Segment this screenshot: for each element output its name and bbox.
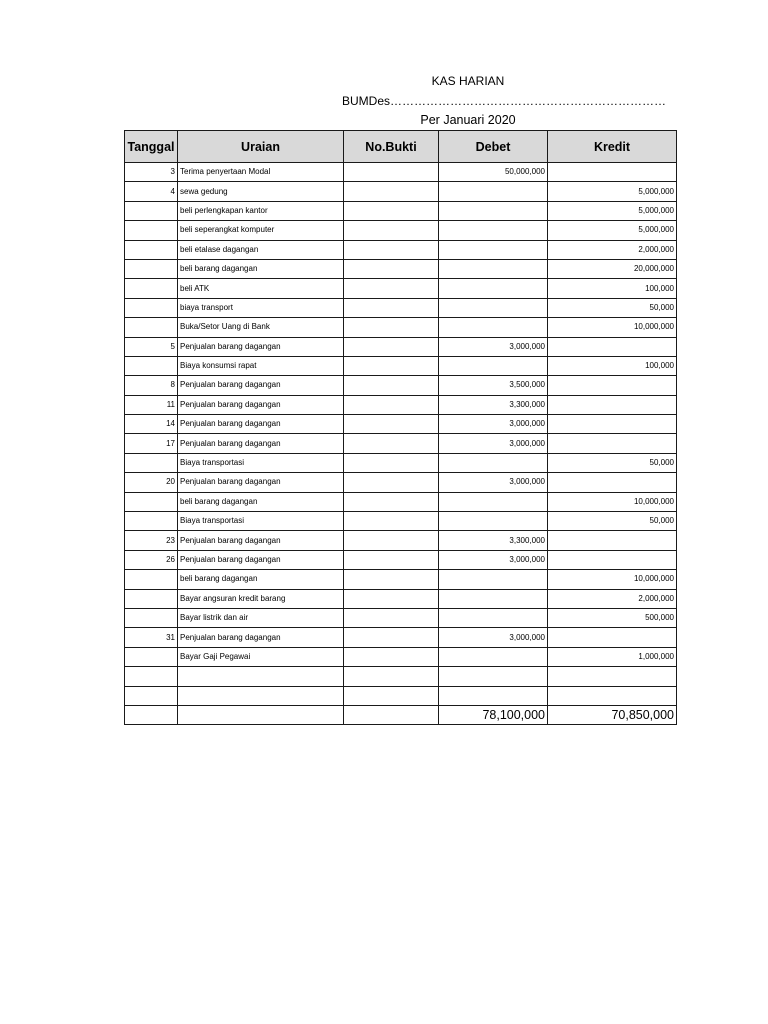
column-header-credit: Kredit [548, 131, 677, 163]
row-date: 4 [125, 182, 178, 201]
table-row [125, 608, 677, 627]
table-row [125, 182, 677, 201]
row-description: Biaya konsumsi rapat [178, 356, 344, 375]
row-description: Penjualan barang dagangan [178, 415, 344, 434]
row-description: Penjualan barang dagangan [178, 628, 344, 647]
row-reference [344, 434, 439, 453]
row-reference [344, 221, 439, 240]
row-reference [344, 201, 439, 220]
row-date [125, 667, 178, 686]
row-description: Biaya transportasi [178, 512, 344, 531]
row-date: 20 [125, 473, 178, 492]
row-debit [439, 667, 548, 686]
row-credit: 50,000 [548, 453, 677, 472]
row-credit [548, 550, 677, 569]
table-row [125, 376, 677, 395]
table-row [125, 453, 677, 472]
row-credit: 50,000 [548, 512, 677, 531]
table-row [125, 221, 677, 240]
table-row [125, 492, 677, 511]
document-title: KAS HARIAN [431, 74, 505, 88]
row-credit: 5,000,000 [548, 201, 677, 220]
row-reference [344, 473, 439, 492]
table-row [125, 686, 677, 705]
row-reference [344, 686, 439, 705]
row-description: beli ATK [178, 279, 344, 298]
row-reference [344, 492, 439, 511]
column-header-reference: No.Bukti [344, 131, 439, 163]
row-debit: 3,000,000 [439, 628, 548, 647]
table-row [125, 259, 677, 278]
row-debit: 3,000,000 [439, 550, 548, 569]
row-date [125, 318, 178, 337]
row-date [125, 492, 178, 511]
row-debit [439, 221, 548, 240]
header-row [125, 131, 677, 163]
row-debit [439, 589, 548, 608]
row-credit [548, 628, 677, 647]
row-date [125, 608, 178, 627]
row-debit: 3,000,000 [439, 434, 548, 453]
row-description: beli barang dagangan [178, 259, 344, 278]
row-date [125, 686, 178, 705]
row-credit: 100,000 [548, 356, 677, 375]
row-date [125, 512, 178, 531]
row-credit: 20,000,000 [548, 259, 677, 278]
row-date [125, 259, 178, 278]
row-credit: 2,000,000 [548, 240, 677, 259]
row-credit: 1,000,000 [548, 647, 677, 666]
total-credit: 70,850,000 [548, 705, 677, 724]
row-date: 31 [125, 628, 178, 647]
row-description: Penjualan barang dagangan [178, 531, 344, 550]
row-date: 5 [125, 337, 178, 356]
row-description [178, 667, 344, 686]
row-reference [344, 318, 439, 337]
row-debit: 3,000,000 [439, 337, 548, 356]
row-reference [344, 512, 439, 531]
row-debit [439, 647, 548, 666]
row-credit [548, 434, 677, 453]
row-reference [344, 356, 439, 375]
period-label: Per Januari 2020 [420, 113, 516, 127]
row-credit [548, 667, 677, 686]
table-row [125, 356, 677, 375]
row-debit [439, 686, 548, 705]
row-reference [344, 531, 439, 550]
row-credit: 5,000,000 [548, 182, 677, 201]
row-reference [344, 182, 439, 201]
row-description: beli etalase dagangan [178, 240, 344, 259]
table-row [125, 201, 677, 220]
totals-row [125, 705, 677, 724]
row-reference [344, 337, 439, 356]
row-reference [344, 647, 439, 666]
table-row [125, 550, 677, 569]
row-debit [439, 318, 548, 337]
row-date: 17 [125, 434, 178, 453]
row-date: 23 [125, 531, 178, 550]
row-debit: 50,000,000 [439, 163, 548, 182]
row-debit: 3,500,000 [439, 376, 548, 395]
row-credit: 2,000,000 [548, 589, 677, 608]
column-header-date: Tanggal [125, 131, 178, 163]
row-description: Bayar Gaji Pegawai [178, 647, 344, 666]
row-date [125, 589, 178, 608]
row-debit [439, 356, 548, 375]
row-credit: 500,000 [548, 608, 677, 627]
row-credit [548, 531, 677, 550]
row-description: Penjualan barang dagangan [178, 473, 344, 492]
table-row [125, 473, 677, 492]
ledger-body [125, 163, 677, 706]
table-row [125, 512, 677, 531]
row-credit: 5,000,000 [548, 221, 677, 240]
row-date [125, 279, 178, 298]
row-description: Penjualan barang dagangan [178, 550, 344, 569]
row-debit [439, 512, 548, 531]
table-row [125, 434, 677, 453]
row-debit [439, 259, 548, 278]
row-credit: 10,000,000 [548, 492, 677, 511]
row-reference [344, 395, 439, 414]
table-row [125, 298, 677, 317]
row-description: Penjualan barang dagangan [178, 434, 344, 453]
table-row [125, 628, 677, 647]
row-date [125, 221, 178, 240]
table-row [125, 667, 677, 686]
table-row [125, 570, 677, 589]
row-description: Buka/Setor Uang di Bank [178, 318, 344, 337]
row-credit [548, 376, 677, 395]
row-credit [548, 473, 677, 492]
row-description: beli seperangkat komputer [178, 221, 344, 240]
column-header-description: Uraian [178, 131, 344, 163]
row-date [125, 298, 178, 317]
row-reference [344, 453, 439, 472]
row-debit [439, 492, 548, 511]
totals-reference-cell [344, 705, 439, 724]
table-row [125, 337, 677, 356]
row-credit [548, 163, 677, 182]
row-date: 14 [125, 415, 178, 434]
row-date [125, 201, 178, 220]
row-reference [344, 550, 439, 569]
row-date [125, 647, 178, 666]
table-row [125, 240, 677, 259]
table-row [125, 589, 677, 608]
row-credit [548, 395, 677, 414]
row-debit [439, 453, 548, 472]
row-date [125, 356, 178, 375]
table-row [125, 279, 677, 298]
row-description: beli barang dagangan [178, 492, 344, 511]
row-debit [439, 201, 548, 220]
cash-ledger-table [124, 130, 677, 725]
row-date: 26 [125, 550, 178, 569]
row-description: Bayar angsuran kredit barang [178, 589, 344, 608]
row-reference [344, 298, 439, 317]
row-description: Bayar listrik dan air [178, 608, 344, 627]
row-description: beli perlengkapan kantor [178, 201, 344, 220]
row-credit: 10,000,000 [548, 318, 677, 337]
row-date: 11 [125, 395, 178, 414]
row-reference [344, 240, 439, 259]
table-row [125, 415, 677, 434]
row-description: sewa gedung [178, 182, 344, 201]
table-row [125, 531, 677, 550]
column-header-debit: Debet [439, 131, 548, 163]
row-reference [344, 570, 439, 589]
row-date [125, 453, 178, 472]
row-credit: 10,000,000 [548, 570, 677, 589]
row-reference [344, 279, 439, 298]
row-description: Terima penyertaan Modal [178, 163, 344, 182]
row-reference [344, 667, 439, 686]
row-debit [439, 279, 548, 298]
row-description: Penjualan barang dagangan [178, 395, 344, 414]
row-credit [548, 686, 677, 705]
table-row [125, 163, 677, 182]
row-reference [344, 163, 439, 182]
row-reference [344, 628, 439, 647]
row-date: 3 [125, 163, 178, 182]
row-reference [344, 259, 439, 278]
row-reference [344, 415, 439, 434]
row-debit: 3,000,000 [439, 415, 548, 434]
row-reference [344, 376, 439, 395]
row-debit: 3,000,000 [439, 473, 548, 492]
row-debit [439, 608, 548, 627]
row-description [178, 686, 344, 705]
totals-date-cell [125, 705, 178, 724]
row-credit: 50,000 [548, 298, 677, 317]
row-debit [439, 240, 548, 259]
row-debit: 3,300,000 [439, 395, 548, 414]
row-date: 8 [125, 376, 178, 395]
table-row [125, 318, 677, 337]
row-description: Biaya transportasi [178, 453, 344, 472]
row-credit [548, 415, 677, 434]
row-description: Penjualan barang dagangan [178, 376, 344, 395]
row-description: Penjualan barang dagangan [178, 337, 344, 356]
row-debit [439, 298, 548, 317]
row-date [125, 240, 178, 259]
totals-description-cell [178, 705, 344, 724]
row-credit: 100,000 [548, 279, 677, 298]
row-date [125, 570, 178, 589]
row-description: beli barang dagangan [178, 570, 344, 589]
row-credit [548, 337, 677, 356]
row-debit [439, 182, 548, 201]
row-debit: 3,300,000 [439, 531, 548, 550]
entity-name: BUMDes…………………………………………………………… [342, 94, 667, 108]
row-reference [344, 608, 439, 627]
total-debit: 78,100,000 [439, 705, 548, 724]
table-row [125, 647, 677, 666]
table-row [125, 395, 677, 414]
row-reference [344, 589, 439, 608]
row-description: biaya transport [178, 298, 344, 317]
row-debit [439, 570, 548, 589]
